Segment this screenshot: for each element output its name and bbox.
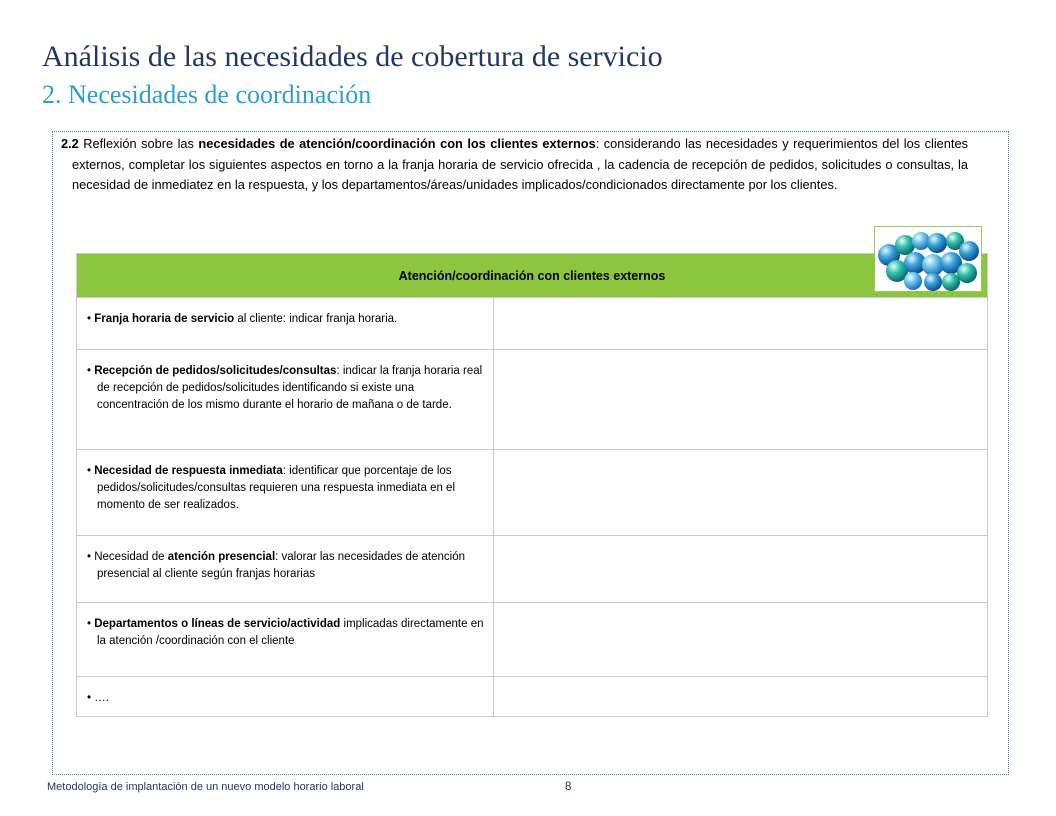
row-label: • …. [77,677,494,717]
row-value-cell[interactable] [494,536,988,603]
page-number: 8 [565,781,572,793]
row-post: al cliente: indicar franja horaria. [234,313,398,325]
table-row [77,298,988,350]
row-post: implicadas directamente en la atención /coordinación con el cliente [97,618,484,647]
row-value-cell[interactable] [494,450,988,536]
row-label: • Departamentos o líneas de servicio/actividad implicadas directamente en la atención /coordinación con el cliente [77,603,494,677]
row-post: : identificar que porcentaje de los pedidos/solicitudes/consultas requieren una respuesta inmediata en el momento de ser realizados. [97,465,456,511]
row-label: • Necesidad de atención presencial: valorar las necesidades de atención presencial al cliente según franjas horarias [77,536,494,603]
row-bold: Franja horaria de servicio [94,313,235,325]
row-post: : indicar la franja horaria real de recepción de pedidos/solicitudes identificando si existe una concentración de los mismo durante el horario de mañana o de tarde. [97,365,483,411]
intro-bold: necesidades de atención/coordinación con los clientes externos [198,136,596,151]
row-pre: Necesidad de [94,551,168,563]
table-header: Atención/coordinación con clientes externos [77,254,988,298]
row-bold: Departamentos o líneas de servicio/actividad [94,618,341,630]
row-bold: Recepción de pedidos/solicitudes/consultas [94,365,337,377]
row-bold: atención presencial [167,551,276,563]
table-row [77,450,988,536]
row-value-cell[interactable] [494,677,988,717]
slide-subtitle: 2. Necesidades de coordinación [42,80,372,109]
table-row [77,677,988,717]
intro-text-a: Reflexión sobre las [78,136,199,151]
intro-number: 2.2 [61,136,79,151]
slide-title: Análisis de las necesidades de cobertura de servicio [42,40,663,73]
table-row [77,350,988,450]
intro-paragraph [61,134,968,196]
row-value-cell[interactable] [494,603,988,677]
row-post: : valorar las necesidades de atención presencial al cliente según franjas horarias [97,551,466,580]
marbles-illustration [875,227,981,291]
footer-text: Metodología de implantación de un nuevo modelo horario laboral [47,781,364,793]
coordination-table [76,253,988,717]
intro-text-b: : considerando las necesidades y requerimientos del los clientes externos, completar los siguientes aspectos en torno a la franja horaria de servicio ofrecida , la cadencia de recepción de pedidos, solicitudes o consultas, la necesidad de inmediatez en la respuesta, y los departamentos/áreas/unidades implicados/condicionados directamente por los clientes. [72,136,968,192]
row-pre: …. [94,692,109,704]
marbles-image [874,226,982,292]
table-row [77,536,988,603]
row-value-cell[interactable] [494,298,988,350]
table-row [77,603,988,677]
row-label: • Franja horaria de servicio al cliente: indicar franja horaria. [77,298,494,350]
row-label: • Recepción de pedidos/solicitudes/consultas: indicar la franja horaria real de recepción de pedidos/solicitudes identificando si existe una concentración de los mismo durante el horario de mañana o de tarde. [77,350,494,450]
row-value-cell[interactable] [494,350,988,450]
row-bold: Necesidad de respuesta inmediata [94,465,283,477]
row-label: • Necesidad de respuesta inmediata: identificar que porcentaje de los pedidos/solicitudes/consultas requieren una respuesta inmediata en el momento de ser realizados. [77,450,494,536]
